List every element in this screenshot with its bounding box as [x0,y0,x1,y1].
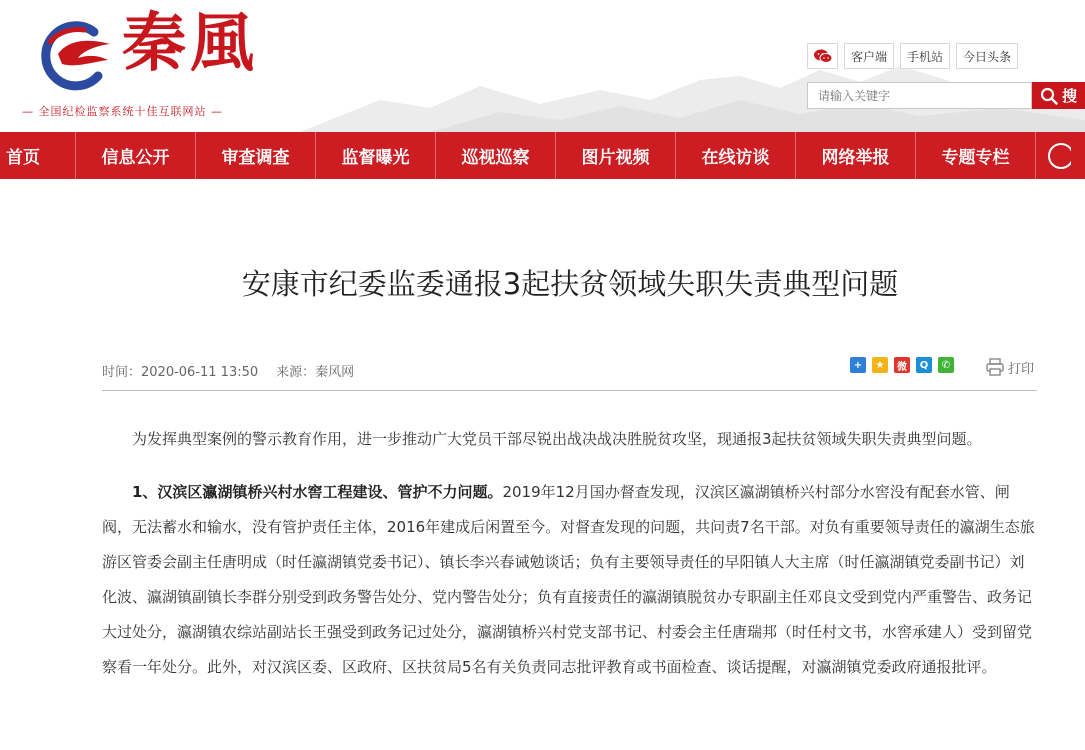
search-icon [1040,87,1058,105]
site-header [0,0,1085,132]
logo-text[interactable]: 秦風 [122,6,258,81]
article-case1-paragraph [102,475,1037,685]
share-bar [850,357,954,373]
article-intro-paragraph: 为发挥典型案例的警示教育作用，进一步推动广大党员干部尽锐出战决战决胜脱贫攻坚，现通报3起扶贫领域失职失责典型问题。 [132,430,982,448]
article-source: 来源：秦风网 [276,365,355,380]
logo-emblem[interactable] [38,18,116,92]
article-body [102,422,1037,703]
site-slogan: — 全国纪检监察系统十佳互联网站 — [22,105,223,118]
nav-more-icon [1041,141,1071,171]
share-qq-icon[interactable]: Q [916,357,932,373]
top-links [807,43,1018,69]
top-link-toutiao[interactable]: 今日头条 [956,43,1018,69]
meta-divider [102,390,1037,391]
nav-item-photo-video[interactable]: 图片视频 [556,132,676,179]
nav-more-button[interactable] [1036,132,1076,179]
main-nav [0,132,1085,179]
nav-item-supervision-exposure[interactable]: 监督曝光 [316,132,436,179]
article-time: 时间：2020-06-11 13:50 [102,365,259,380]
share-plus-icon[interactable]: + [850,357,866,373]
article-meta [102,361,372,380]
wechat-icon [813,48,833,64]
case1-heading: 1、汉滨区瀛湖镇桥兴村水窖工程建设、管护不力问题。 [132,483,503,501]
share-qzone-icon[interactable]: ★ [872,357,888,373]
search-input[interactable] [807,82,1032,109]
wechat-button[interactable] [807,43,838,69]
article-title: 安康市纪委监委通报3起扶贫领域失职失责典型问题 [241,267,899,301]
search-button-label: 搜 [1062,87,1078,105]
print-icon [985,357,1005,377]
case1-body: 2019年12月国办督查发现，汉滨区瀛湖镇桥兴村部分水窖没有配套水管、闸阀，无法蓄水和输水，没有管护责任主体，2016年建成后闲置至今。对督查发现的问题，共问责7名干部。对负有重要领导责任的瀛湖生态旅游区管委会副主任唐明成（时任瀛湖镇党委书记）、镇长李兴春诫勉谈话；负有主要领导责任的早阳镇人大主席（时任瀛湖镇党委副书记）刘化波、瀛湖镇副镇长李群分别受到政务警告处分、党内警告处分；负有直接责任的瀛湖镇脱贫办专职副主任邓良文受到党内严重警告、政务记大过处分，瀛湖镇农综站副站长王强受到政务记过处分，瀛湖镇桥兴村党支部书记、村委会主任唐瑞邦（时任村文书，水窖承建人）受到留党察看一年处分。此外，对汉滨区委、区政府、区扶贫局5名有关负责同志批评教育或书面检查、谈话提醒，对瀛湖镇党委政府通报批评。 [102,483,1035,676]
top-link-mobile[interactable]: 手机站 [900,43,950,69]
nav-item-home[interactable]: 首页 [0,132,76,179]
top-link-client[interactable]: 客户端 [844,43,894,69]
nav-item-special-topics[interactable]: 专题专栏 [916,132,1036,179]
nav-item-online-interview[interactable]: 在线访谈 [676,132,796,179]
nav-item-info-disclosure[interactable]: 信息公开 [76,132,196,179]
search-button[interactable] [1032,82,1085,109]
print-label: 打印 [1008,361,1035,377]
nav-item-inspection-tour[interactable]: 巡视巡察 [436,132,556,179]
print-button[interactable] [985,357,1034,377]
share-wechat-icon[interactable]: ✆ [938,357,954,373]
nav-item-investigation[interactable]: 审查调查 [196,132,316,179]
share-weibo-icon[interactable]: 微 [894,357,910,373]
nav-item-online-report[interactable]: 网络举报 [796,132,916,179]
